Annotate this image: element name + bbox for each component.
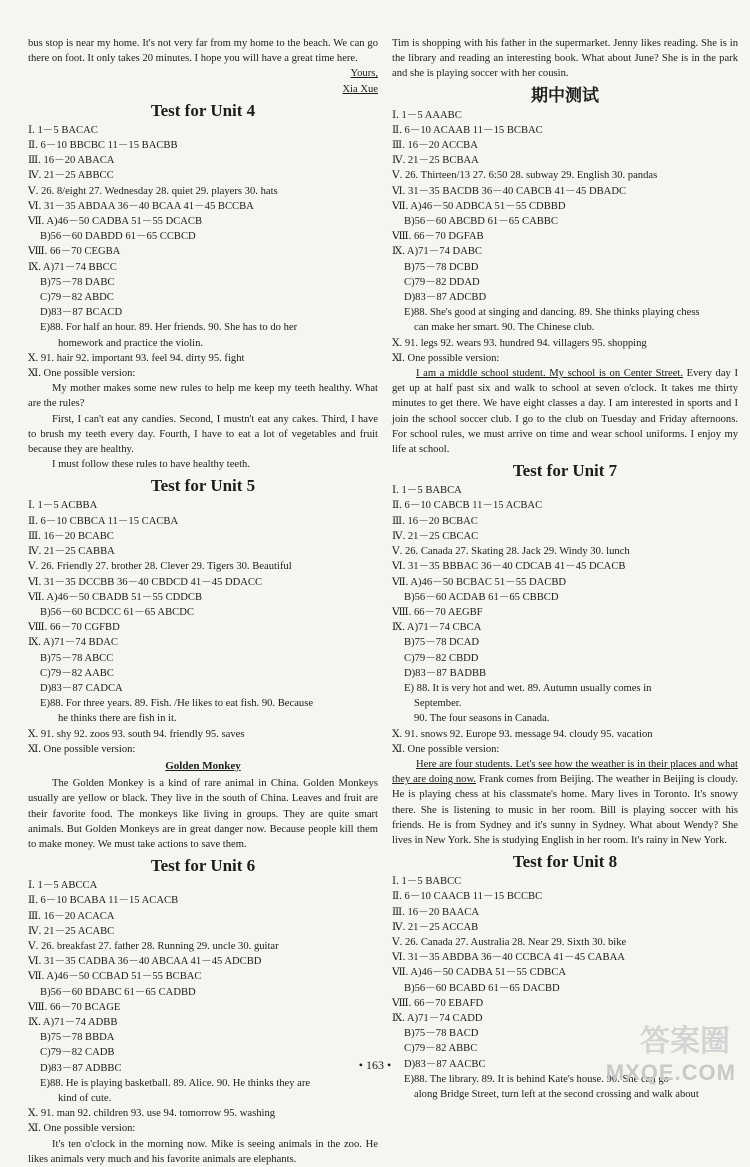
- answer-line: Ⅴ. 26. 8/eight 27. Wednesday 28. quiet 29. players 30. hats: [28, 185, 278, 197]
- answer-line: Ⅶ. A)46－50 CCBAD 51－55 BCBAC: [28, 971, 202, 983]
- answer-line: E)88. He is playing basketball. 89. Alice. 90. He thinks they are: [40, 1077, 311, 1089]
- paragraph: It's ten o'clock in the morning now. Mike is seeing animals in the zoo. He likes animals very much and his favorite animals are elephants.: [28, 1138, 378, 1165]
- answer-line: B)56－60 BCDCC 61－65 ABCDC: [40, 606, 194, 618]
- answer-line: B)75－78 DABC: [40, 276, 115, 288]
- answer-line: C)79－82 CBDD: [404, 652, 479, 664]
- answer-line: B)75－78 BBDA: [40, 1032, 115, 1044]
- section-heading: Test for Unit 4: [150, 100, 256, 120]
- answer-line: Ⅵ. 31－35 BBBAC 36－40 CDCAB 41－45 DCACB: [392, 561, 626, 573]
- answer-line: Ⅲ. 16－20 ABACA: [28, 155, 115, 167]
- answer-line: Ⅱ. 6－10 CABCB 11－15 ACBAC: [392, 500, 543, 512]
- answer-line: Ⅺ. One possible version:: [392, 743, 500, 755]
- answer-line: Ⅸ. A)71－74 CBCA: [392, 622, 482, 634]
- answer-line: Ⅵ. 31－35 CADBA 36－40 ABCAA 41－45 ADCBD: [28, 956, 262, 968]
- answer-line: Ⅱ. 6－10 BBCBC 11－15 BACBB: [28, 140, 178, 152]
- answer-line: B)56－60 ACDAB 61－65 CBBCD: [404, 591, 559, 603]
- answer-line: kind of cute.: [58, 1093, 112, 1104]
- answer-line: D)83－87 CADCA: [40, 682, 123, 694]
- answer-line: Ⅴ. 26. breakfast 27. father 28. Running 29. uncle 30. guitar: [28, 940, 279, 952]
- composition-title: Golden Monkey: [165, 759, 241, 772]
- answer-line: Ⅵ. 31－35 ABDAA 36－40 BCAA 41－45 BCCBA: [28, 200, 254, 212]
- answer-line: Ⅸ. A)71－74 BDAC: [28, 637, 118, 649]
- answer-line: Ⅴ. 26. Thirteen/13 27. 6:50 28. subway 29. English 30. pandas: [392, 170, 658, 182]
- section-heading: Test for Unit 7: [512, 461, 618, 481]
- signature-line: [28, 82, 378, 97]
- answer-line: Ⅱ. 6－10 BCABA 11－15 ACACB: [28, 895, 179, 907]
- paragraph: I must follow these rules to have healthy teeth.: [52, 459, 250, 471]
- right-column: [392, 36, 738, 1102]
- paragraph: Tim is shopping with his father in the supermarket. Jenny likes reading. She is in the library and reading an interesting book. What about June? She is in the park and she is playing soccer with her cousin.: [392, 38, 738, 80]
- answer-line: B)56－60 BDABC 61－65 CADBD: [40, 986, 196, 998]
- answer-line: B)75－78 ABCC: [40, 652, 114, 664]
- answer-line: Ⅹ. 91. hair 92. important 93. feel 94. dirty 95. fight: [28, 352, 245, 364]
- answer-line: Ⅲ. 16－20 BCABC: [28, 530, 114, 542]
- answer-line: D)83－87 ADBBC: [40, 1062, 122, 1074]
- answer-line: B)75－78 DCBD: [404, 261, 479, 273]
- section-heading: Test for Unit 6: [150, 856, 256, 876]
- answer-line: Ⅲ. 16－20 ACCBA: [392, 140, 478, 152]
- answer-line: Ⅶ. A)46－50 BCBAC 51－55 DACBD: [392, 576, 567, 588]
- answer-line: Ⅲ. 16－20 BAACA: [392, 906, 480, 918]
- answer-line: Ⅺ. One possible version:: [28, 368, 136, 380]
- section-heading: 期中测试: [531, 85, 599, 105]
- answer-line: Ⅷ. 66－70 BCAGE: [28, 1001, 121, 1013]
- answer-line: E)88. She's good at singing and dancing. 89. She thinks playing chess: [404, 307, 700, 319]
- signature-text: Xia Xue: [342, 83, 378, 95]
- answer-line: Ⅲ. 16－20 BCBAC: [392, 515, 478, 527]
- answer-line: Ⅶ. A)46－50 CBADB 51－55 CDDCB: [28, 591, 203, 603]
- answer-line: D)83－87 BADBB: [404, 667, 487, 679]
- answer-line: Ⅺ. One possible version:: [392, 352, 500, 364]
- answer-line: C)79－82 DDAD: [404, 276, 480, 288]
- paragraph: The Golden Monkey is a kind of rare animal in China. Golden Monkeys usually are yellow or black. They live in the south of China. Leaves and fruit are their favorite food. The monkeys like living in groups. They are quite smart animals. But Golden Monkeys are in great danger now. Because people kill them to make money. We must take actions to save them.: [28, 778, 378, 850]
- section-heading: Test for Unit 8: [512, 852, 618, 872]
- answer-line: Ⅴ. 26. Canada 27. Australia 28. Near 29. Sixth 30. bike: [392, 936, 627, 948]
- answer-line: Ⅶ. A)46－50 ADBCA 51－55 CDBBD: [392, 200, 566, 212]
- answer-line: Ⅸ. A)71－74 CADD: [392, 1012, 483, 1024]
- answer-line: B)56－60 DABDD 61－65 CCBCD: [40, 231, 196, 243]
- answer-line: Ⅵ. 31－35 BACDB 36－40 CABCB 41－45 DBADC: [392, 185, 627, 197]
- answer-line: B)75－78 DCAD: [404, 637, 480, 649]
- answer-line: Ⅰ. 1－5 AAABC: [392, 109, 462, 121]
- answer-line: Ⅳ. 21－25 BCBAA: [392, 155, 479, 167]
- answer-line: Ⅹ. 91. man 92. children 93. use 94. tomorrow 95. washing: [28, 1108, 276, 1120]
- answer-line: D)83－87 BCACD: [40, 307, 123, 319]
- answer-line: Ⅳ. 21－25 CBCAC: [392, 530, 479, 542]
- answer-line: B)75－78 BACD: [404, 1028, 479, 1040]
- answer-line: B)56－60 ABCBD 61－65 CABBC: [404, 216, 558, 228]
- answer-line: can make her smart. 90. The Chinese club.: [414, 322, 595, 334]
- answer-line: Ⅴ. 26. Canada 27. Skating 28. Jack 29. Windy 30. lunch: [392, 546, 630, 558]
- answer-line: Ⅰ. 1－5 BACAC: [28, 124, 98, 136]
- signature-text: Yours,: [350, 68, 378, 80]
- answer-line: Ⅷ. 66－70 CGFBD: [28, 622, 120, 634]
- answer-line: Ⅶ. A)46－50 CADBA 51－55 CDBCA: [392, 967, 567, 979]
- answer-line: Ⅳ. 21－25 ACABC: [28, 925, 115, 937]
- answer-line: September.: [414, 698, 462, 710]
- answer-line: C)79－82 CADB: [40, 1047, 115, 1059]
- answer-line: Ⅺ. One possible version:: [28, 743, 136, 755]
- answer-line: Ⅱ. 6－10 ACAAB 11－15 BCBAC: [392, 124, 543, 136]
- answer-line: Ⅰ. 1－5 ABCCA: [28, 880, 98, 892]
- left-column: [28, 36, 378, 1167]
- answer-line: E)88. For half an hour. 89. Her friends. 90. She has to do her: [40, 322, 298, 334]
- answer-line: Ⅰ. 1－5 BABCC: [392, 876, 462, 888]
- answer-line: Ⅷ. 66－70 DGFAB: [392, 231, 484, 243]
- answer-line: B)56－60 BCABD 61－65 DACBD: [404, 982, 560, 994]
- answer-line: Ⅷ. 66－70 EBAFD: [392, 997, 484, 1009]
- underlined-sentence: Here are four students. Let's see how the weather is in their places and what they are doing now.: [392, 758, 738, 786]
- paragraph: bus stop is near my home. It's not very far from my home to the beach. We can go there on foot. It only takes 20 minutes. I hope you will have a great time here.: [28, 38, 378, 65]
- answer-line: he thinks there are fish in it.: [58, 713, 177, 725]
- answer-line: Ⅶ. A)46－50 CADBA 51－55 DCACB: [28, 216, 203, 228]
- watermark-logo: MXQE.COM: [605, 1060, 736, 1085]
- answer-line: Ⅹ. 91. legs 92. wears 93. hundred 94. villagers 95. shopping: [392, 337, 647, 349]
- answer-line: E) 88. It is very hot and wet. 89. Autumn usually comes in: [404, 682, 652, 694]
- answer-line: Ⅹ. 91. shy 92. zoos 93. south 94. friendly 95. saves: [28, 728, 245, 740]
- answer-line: Ⅱ. 6－10 CAACB 11－15 BCCBC: [392, 891, 543, 903]
- watermark-chinese: 答案圈: [640, 1024, 730, 1059]
- answer-line: Ⅲ. 16－20 ACACA: [28, 910, 115, 922]
- section-heading: Test for Unit 5: [150, 476, 256, 496]
- page-number: • 163 •: [358, 1058, 392, 1072]
- paragraph-rest: Frank comes from Beijing. The weather in Beijing is cloudy. He is playing chess at his classmate's home. Mary lives in Toronto. It's snowy there. She is listening to music in her room. Bill is playing soccer with his friends. He is from Sydney and it's sunny in Sydney. What about Wendy? She lives in New York. She is studying English in her room. It's rainy in New York.: [392, 774, 738, 846]
- paragraph: [392, 366, 738, 457]
- answer-line: C)79－82 AABC: [40, 667, 114, 679]
- paragraph-rest: Every day I get up at half past six and walk to school at seven o'clock. It takes me thirty minutes to get there. We have eight classes a day. I am interested in sports and I join the school soccer club. I go to the club on Tuesday and Friday afternoons. For school rules, we must arrive on time and wear school uniforms. I enjoy my life at school.: [392, 368, 738, 456]
- answer-line: E)88. The library. 89. It is behind Kate's house. 90. She can go: [404, 1073, 669, 1085]
- answer-line: Ⅸ. A)71－74 BBCC: [28, 261, 117, 273]
- answer-line: Ⅷ. 66－70 CEGBA: [28, 246, 121, 258]
- answer-line: D)83－87 ADCBD: [404, 292, 487, 304]
- answer-line: C)79－82 ABBC: [404, 1043, 478, 1055]
- signature-line: [28, 66, 378, 81]
- answer-line: Ⅹ. 91. snows 92. Europe 93. message 94. cloudy 95. vacation: [392, 728, 653, 740]
- answer-line: 90. The four seasons in Canada.: [414, 713, 550, 725]
- answer-line: D)83－87 AACBC: [404, 1058, 486, 1070]
- answer-line: Ⅷ. 66－70 AEGBF: [392, 606, 483, 618]
- answer-line: Ⅸ. A)71－74 DABC: [392, 246, 482, 258]
- answer-line: E)88. For three years. 89. Fish. /He likes to eat fish. 90. Because: [40, 698, 314, 710]
- paragraph: [392, 757, 738, 848]
- answer-line: Ⅳ. 21－25 ABBCC: [28, 170, 114, 182]
- answer-line: C)79－82 ABDC: [40, 292, 114, 304]
- answer-line: Ⅳ. 21－25 CABBA: [28, 546, 115, 558]
- answer-line: Ⅱ. 6－10 CBBCA 11－15 CACBA: [28, 515, 179, 527]
- answer-line: Ⅴ. 26. Friendly 27. brother 28. Clever 29. Tigers 30. Beautiful: [28, 561, 292, 573]
- underlined-sentence: I am a middle school student. My school is on Center Street.: [416, 368, 683, 380]
- answer-line: Ⅵ. 31－35 ABDBA 36－40 CCBCA 41－45 CABAA: [392, 952, 625, 964]
- answer-line: Ⅰ. 1－5 BABCA: [392, 485, 462, 497]
- answer-line: homework and practice the violin.: [58, 337, 204, 349]
- answer-line: Ⅰ. 1－5 ACBBA: [28, 500, 98, 512]
- paragraph: My mother makes some new rules to help me keep my teeth healthy. What are the rules?: [28, 383, 378, 410]
- answer-line: along Bridge Street, turn left at the second crossing and walk about: [414, 1089, 699, 1100]
- answer-line: Ⅵ. 31－35 DCCBB 36－40 CBDCD 41－45 DDACC: [28, 576, 263, 588]
- answer-line: Ⅸ. A)71－74 ADBB: [28, 1016, 118, 1028]
- answer-line: Ⅳ. 21－25 ACCAB: [392, 921, 479, 933]
- answer-line: Ⅺ. One possible version:: [28, 1123, 136, 1135]
- paragraph: First, I can't eat any candies. Second, I mustn't eat any cakes. Third, I have to brush my teeth every day. Fourth, I have to eat a lot of vegetables and fruit because they are healthy.: [28, 413, 378, 456]
